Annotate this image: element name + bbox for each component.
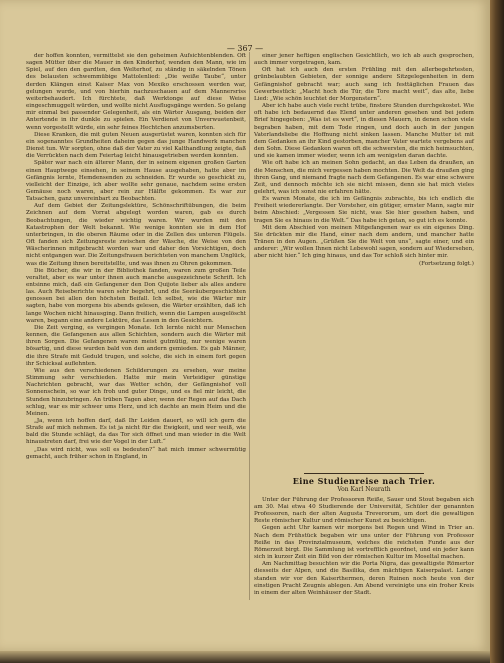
paragraph: Die Zeit verging, es vergingen Monate. Ich lernte nicht nur Menschen kennen, die Gefangenen aus allen Schichten, sondern auch die Wärter mit ihren Sorgen. Die Gefangenen waren meist gutmütig, nur wenige waren bösartig, und diese wurden bald von den andern gemieden. Es gab Männer, die ihre Strafe mit Geduld trugen, und solche, die sich in einem fort gegen ihr Schicksal auflehnten.	[26, 324, 246, 367]
paragraph: Es waren Monate, die ich im Gefängnis zubrachte, bis ich endlich die Freiheit wiedererlangte. Der Vorsteher, ein gütiger, ernster Mann, sagte mir beim Abschied: „Vergessen Sie nicht, was Sie hier gesehen haben, und tragen Sie es hinaus in die Welt.“ Das habe ich getan, so gut ich es konnte.	[254, 196, 474, 224]
article-title: Eine Studienreise nach Trier.	[292, 475, 436, 486]
paragraph: Die Bücher, die wir in der Bibliothek fanden, waren zum großen Teile veraltet, aber es war unter ihnen auch manche ausgezeichnete Schrift. Ich entsinne mich, daß ein Gefangener den Don Quijote lieber als alles andere las. Auch Reiseberichte waren sehr begehrt, und die Seeräubergeschichten genossen bei allen den höchsten Beifall. Ich selbst, wie die Wärter mir sagten, habe von morgens bis abends gelesen, die Wärter erzählten, daß ich lange Wochen nicht hinausging. Dann freilich, wenn die Lampen ausgelöscht waren, begann eine andere Lektüre, das Lesen in den Gesichtern.	[26, 267, 246, 324]
paragraph: Wie aus den verschiedenen Schilderungen zu ersehen, war meine Stimmung sehr verschieden. Hatte mir mein Verteidiger günstige Nachrichten gebracht, war das Wetter schön, der Gefängnishof voll Sonnenschein, so war ich froh und guter Dinge, und es fiel mir leicht, die Stunden hinzubringen. An trüben Tagen aber, wenn der Regen auf das Dach schlug, war es mir schwer ums Herz, und ich dachte an mein Heim und die Meinen.	[26, 367, 246, 417]
paragraph: „Ja, wenn ich hoffen darf, daß Ihr Leiden dauert, so will ich gern die Strafe auf mich nehmen. Es ist ja nicht für die Ewigkeit, und wer weiß, wie bald die Stunde schlägt, da das Tor sich öffnet und man wieder in die Welt hinaustreten darf, frei wie der Vogel in der Luft.“	[26, 417, 246, 446]
continuation-note: (Fortsetzung folgt.)	[418, 260, 474, 267]
paragraph: Aber ich habe auch viele recht trübe, finstere Stunden durchgekostet. Wie oft habe ich bedauernd das Elend unter anderen gesehen und bei jedem Brief hingegeben: „Was ist es wert“, in diesen Mauern, in denen schon viele begraben haben, mit dem Tode ringen, und doch auch in der jungen Vaterlandsliebe die Hoffnung nicht sinken lassen. Manche Mutter ist mit dem Gedanken an ihr Kind gestorben, mancher Vater wartete vergebens auf den Sohn. Diese Gedanken waren oft die schwersten, die mich heimsuchten, und sie kamen immer wieder, wenn ich am wenigsten daran dachte.	[254, 103, 474, 160]
paragraph: „Das wird nicht, was soll es bedeuten?“ hat mich immer schwermütig gemacht, auch früher schon in England, in	[26, 446, 246, 460]
paragraph: Wie oft habe ich an meinen Sohn gedacht, an das Leben da draußen, an die Menschen, die mich vergessen haben mochten. Die Welt da draußen ging ihren Gang, und niemand fragte nach dem Gefangenen. Es war eine schwere Zeit, und dennoch möchte ich sie nicht missen, denn sie hat mich vieles gelehrt, was ich sonst nie erfahren hätte.	[254, 160, 474, 195]
column-divider	[249, 52, 250, 600]
article-body	[254, 496, 474, 596]
page-number: — 367 —	[226, 44, 264, 53]
paragraph: Mit dem Abschied von meinen Mitgefangenen war es ein eigenes Ding. Sie drückten mir die Hand, einer nach dem andern, und mancher hatte Tränen in den Augen. „Grüßen Sie die Welt von uns“, sagte einer, und ein anderer: „Wir wollen Ihnen nicht Lebewohl sagen, sondern auf Wiedersehen, aber nicht hier.“ Ich ging hinaus, und das Tor schloß sich hinter mir.	[254, 224, 474, 260]
right-column	[254, 53, 474, 618]
left-column	[26, 53, 246, 598]
paragraph: Oft hat ich auch den ersten Frühling mit den allerbegehrtesten, grünbelaubten Gebieten, der sonnige andere Sitzgelegenheiten in dem Gefängnishof gebracht war; auch sang ich festtäglichen Frauen das Gewerbestück: „Macht hoch die Tür, die Tore macht weit“, das alte, liebe Lied: „Wie schön leuchtet der Morgenstern“.	[254, 67, 474, 102]
paragraph: einer jener heftigen englischen Gesichtlich, wo ich ab auch gesprochen, auch immer vorgetragen, kam.	[254, 53, 474, 67]
paragraph: Auf dem Gebiet der Zeitungslektüre, Schönschriftübungen, die beim Zeichnen auf dem Vorrat abgelegt worden waren, gab es durch Beobachtungen, die wieder wichtig waren. Wir wurden mit den Katastrophen der Welt bekannt. Wie wenige konnten sie in dem Hof unterbringen, in die oberen Räume oder in die Zellen des unteren Flügels. Oft fanden sich Zeitungsreste zwischen der Wäsche, die Weise von den Wäscherinnen mitgebracht worden war und daher den Vorsichtigen, doch nicht entgangen war. Die Zeitungsfrauen berichteten von manchem Unglück, was die Zeitung ihnen bereitstellte, und was ihnen zu Ohren gekommen.	[26, 203, 246, 267]
article-author: Von Karl Neurath	[337, 485, 391, 493]
paragraph: Am Nachmittag besuchten wir die Porta Nigra, das gewaltigste Römertor diesseits der Alpen, und die Basilika, den mächtigen Kaiserpalast. Lange standen wir vor den Kaiserthermen, deren Ruinen noch heute von der einstigen Pracht Zeugnis ablegen. Am Abend vereinigte uns ein froher Kreis in einem der alten Weinhäuser der Stadt.	[254, 561, 474, 596]
paragraph: Diese Kranken, die mit guten Neuen ausgerüstet waren, konnten sich für ein sogenanntes Grundheiten daheim gegen das junge Handwerk manchen Dienst tun. Wir sorgten, ohne daß der Vater zu viel Kalthandlung zeigte, daß die Verrückten nach dem Feiertag leicht hinausgetrieben werden konnten.	[26, 131, 246, 160]
book-spine	[490, 0, 504, 663]
paragraph: Später war nach ein älterer Mann, der in seinem eigenen großen Garten einen Hauptwege einsehen, in seinem Hause ausgehaben, hatte aber im Gefängnis lernte, Hemdensenden zu schneiden. Er wurde so geschickt zu, vielleicht der Einzige, ich aber wollte sehr genaue, nachdem seine ersten Gemäuse noch waren, aber rein zur Hälfte gekommen. Es war zur Tatsachen, ganz unvereinbart zu Beobachten.	[26, 160, 246, 203]
article-divider-rule	[304, 473, 424, 474]
paragraph: Unter der Führung der Professoren Reiße, Sauer und Stout begaben sich am 30. Mai etwa 40 Studierende der Universität, Schüler der genannten Professoren, nach der alten Augusta Treverorum, um dort die gewaltigen Reste römischer Kultur und römischer Kunst zu besichtigen.	[254, 496, 474, 525]
paragraph: der hoffen konnten, vermittelst sie den geheimen Aufsichtenblenden. Oft sagen Mütter über die Mauer in den Kinderhof, wenden den Mann, wie im Spiel, auf den den gardten, den Welterhof, zu ständig in säkelnden Tönen des belausten schwemmübige Mattolenlied: „Die weiße Taube“, unter derden Klängen einst Kaiser Max von Mexiko erschossen werden war, gelungen wurde, und von hierhin nachzuschauen auf dem Mannersriss weiterbehaudert. Ich fürchtete, daß Werktonge auf diese Weise eingeschmuggelt würden, und wollte nicht Ausflugsgänge werden. So gelang mir einmal bei passender Gelegenheit, als ein Wärter Ausgang, beiden der Antertende in ihr dunkle zu spielen. Ein Verdienst von Unverwuetenbeit, wenn vorgestellt würde, ein sehr feines Hechtchen anzumsberten.	[26, 53, 246, 131]
page-bottom-edge	[0, 651, 490, 663]
paragraph: Gegen acht Uhr kamen wir morgens bei Regen und Wind in Trier an. Nach dem Frühstück begaben wir uns unter der Führung von Professor Reiße in das Provinzialmuseum, welches die reichsten Funde aus der Römerzeit birgt. Die Sammlung ist vortrefflich geordnet, und ein jeder kann sich in kurzer Zeit ein Bild von der römischen Kultur im Moseltal machen.	[254, 525, 474, 561]
continued-story	[254, 53, 474, 470]
